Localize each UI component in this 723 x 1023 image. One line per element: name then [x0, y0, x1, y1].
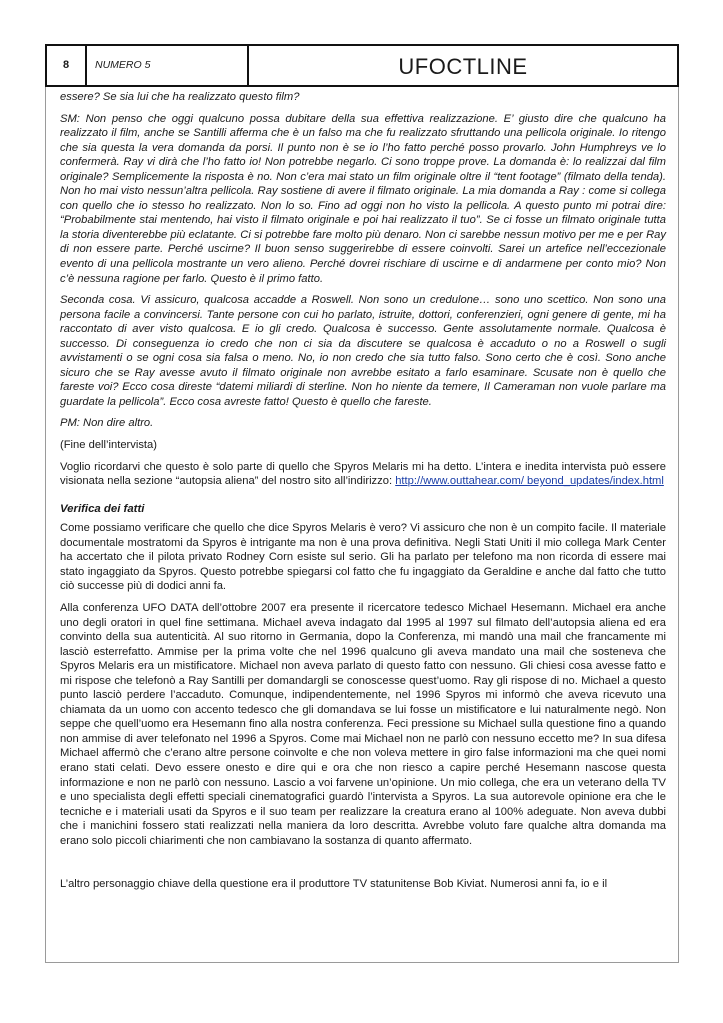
- page-header: [45, 44, 679, 87]
- reminder-text: Voglio ricordarvi che questo è solo parte di quello che Spyros Melaris mi ha detto. L’intera e inedita intervista può essere visionata nella sezione “autopsia aliena” del nostro sito all’indirizzo:: [60, 460, 666, 488]
- paragraph-sm-answer-2: Seconda cosa. Vi assicuro, qualcosa accadde a Roswell. Non sono un credulone… sono uno scettico. Non sono una persona facile a convincersi. Tante persone con cui ho parlato, istruite, dottori, conferenzieri, ogni genere di gente, mi ha raccontato di aver visto qualcosa. E io gli credo. Qualcosa è successo. Gente assolutamente normale. Qualcosa è successo. Di conseguenza io credo che non ci sia da discutere se qualcosa è accaduto o no a Roswell o sugli avvistamenti o se ogni cosa sia falsa o meno. No, io non credo che sia tutto falso. Sono certo che è così. Sono anche sicuro che se Ray avesse avuto il filmato originale non avrebbe esitato a farlo esaminare. Scusate non è quello che fareste voi? Ecco cosa direste “datemi miliardi di sterline. Non ho niente da temere, Il Cameraman non vuole parlare ma guardate la pellicola”. Ecco cosa avreste fatto! Questo è quello che fareste.: [60, 294, 666, 408]
- paragraph-end-interview: (Fine dell’intervista): [60, 439, 157, 452]
- section-heading: Verifica dei fatti: [60, 502, 145, 515]
- newsletter-title: UFOCTLINE: [398, 54, 528, 79]
- paragraph-kiviat: L’altro personaggio chiave della questione era il produttore TV statunitense Bob Kiviat. Numerosi anni fa, io e il: [60, 878, 608, 891]
- issue-number: NUMERO 5: [87, 46, 249, 85]
- paragraph-verification: Come possiamo verificare che quello che dice Spyros Melaris è vero? Vi assicuro che non è un compito facile. Il materiale documentale mostratomi da Spyros è intrigante ma non è una prova definitiva. Negli Stati Uniti il mio collega Mark Center ha accertato che il pilota privato Rodney Corn esiste sul serio. Gli ha parlato per telefono ma non ricorda di essere mai stato ingaggiato da Spyros. Questo potrebbe spiegarsi col fatto che fu ingaggiato da Geraldine e anche dal fatto che tutto ciò successe più di dodici anni fa.: [60, 522, 666, 593]
- paragraph-sm-answer-1: SM: Non penso che oggi qualcuno possa dubitare della sua effettiva realizzazione. E’ giusto dire che qualcuno ha realizzato il film, anche se Santilli afferma che è un falso ma che fu realizzato sfruttando una pellicola originale. Io ritengo che sia questa la vera domanda da porsi. Il punto non è se io l’ho fatto perché posso provarlo. John Humphreys ve lo confermerà. Ray vi dirà che l’ho fatto io! Non potrebbe negarlo. Ci sono troppe prove. La domanda è: lo realizzai dal film originale? Semplicemente la risposta è no. Non c’era mai stato un film originale oltre il “tent footage” (filmato della tenda). Non ho mai visto nessun’altra pellicola. Ray sostiene di avere il filmato originale. La mia domanda a Ray : come si collega con quello che io stesso ho realizzato. Non lo so. Fino ad oggi non ho visto la pellicola. A questo punto mi potrai dire: “Probabilmente stai mentendo, hai visto il filmato originale e poi hai realizzato il tuo”. Se ci fosse un filmato originale tutta la storia diventerebbe più eclatante. Ci si potrebbe fare molto più denaro. Non ci sarebbe nessun motivo per me e per Ray di non essere parte. Perché uscirne? Il buon senso suggerirebbe di essere coinvolti. Sarei un artefice nell’eccezionale evento di una pellicola mostrante un vero alieno. Perché dovrei rischiare di uscirne e di andarmene per conto mio? Non c’è nessuna ragione per farlo. Questo è il primo fatto.: [60, 112, 666, 285]
- spacer: [60, 855, 666, 877]
- page-number: 8: [47, 46, 87, 85]
- paragraph-question: essere? Se sia lui che ha realizzato questo film?: [60, 91, 300, 103]
- paragraph-pm-reply: PM: Non dire altro.: [60, 417, 154, 430]
- interview-link[interactable]: http://www.outtahear.com/ beyond_updates/index.html: [395, 475, 664, 488]
- article-body: [60, 90, 666, 899]
- paragraph-reminder: [60, 460, 666, 489]
- paragraph-hesemann: Alla conferenza UFO DATA dell’ottobre 2007 era presente il ricercatore tedesco Michael Hesemann. Michael era anche uno degli oratori in quel fine settimana. Michael aveva indagato dal 1995 al 1997 sul filmato dell’autopsia aliena ed era convinto della sua autenticità. Al suo ritorno in Germania, dopo la Conferenza, mi mandò una mail che francamente mi lasciò esterrefatto. Ammise per la prima volte che nel 1996 qualcuno gli aveva mandato una mail che sosteneva che Spyros Melaris era un mistificatore. Michael non aveva parlato di questo fatto con nessuno. Gli chiesi cosa avesse fatto e mi rispose che telefonò a Ray Santilli per domandargli se conoscesse quest’uomo. Ray gli rispose di no. Michael a questo punto lasciò perdere l’accaduto. Comunque, indipendentemente, nel 1996 Spyros mi informò che aveva ricevuto una chiamata da un uomo con accento tedesco che gli domandava se lui fosse un mistificatore e lui naturalmente negò. Non seppe che quell’uomo era Hesemann fino alla nostra conferenza. Feci pressione su Michael sulla questione fino a quando non ammise di aver telefonato nel 1996 a Spyros. Come mai Michael non ne parlò con nessuno eccetto me? In sua difesa Michael affermò che c’erano altre persone coinvolte e che non voleva mettere in giro false informazioni ma che quei nomi erano stati celati. Devo essere onesto e dire qui e ora che non riesco a capire perché Hesemann nascose questa informazione e non ne parlò con nessuno. Lascio a voi farvene un’opinione. Un mio collega, che era un veterano della TV e uno specialista degli effetti speciali cinematografici guardò l’intervista a Spyros. La sua autorevole opinione era che le tecniche e i materiali usati da Spyros e il suo team per realizzare la creatura erano al 100% adeguate. Non aveva dubbi che i manichini fossero stati realizzati nella maniera da loro descritta. Avrebbe voluto fare qualche altra domanda ma erano solo piccoli chiarimenti che non cambiavano la sostanza di quanto affermato.: [60, 601, 666, 847]
